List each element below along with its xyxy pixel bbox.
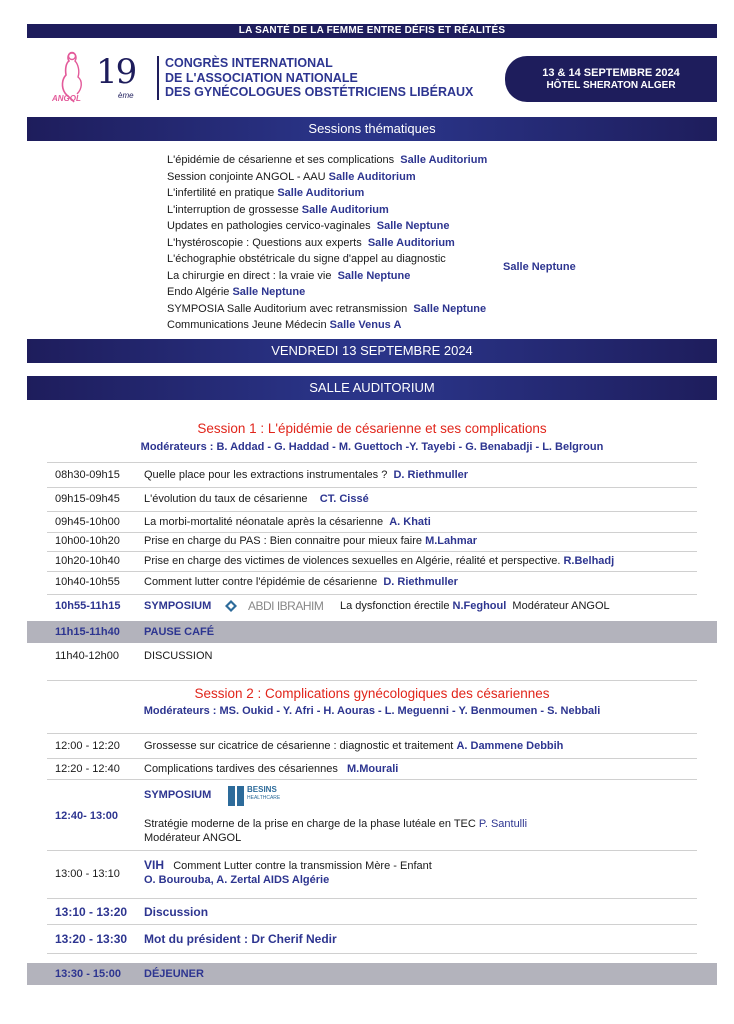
program-row bbox=[47, 463, 697, 488]
theme-room: Salle Auditorium bbox=[328, 171, 416, 183]
divider bbox=[47, 680, 697, 681]
president-label: Mot du président : Dr Cherif Nedir bbox=[144, 932, 337, 946]
lunch-row bbox=[27, 963, 717, 985]
symposium-speaker: P. Santulli bbox=[478, 818, 528, 830]
row-time: 10h40-10h55 bbox=[55, 576, 120, 588]
theme-text: Updates en pathologies cervico-vaginales bbox=[167, 220, 371, 232]
event-dates: 13 & 14 SEPTEMBRE 2024 bbox=[542, 67, 680, 79]
theme-room: Salle Neptune bbox=[413, 303, 487, 315]
edition-number: 19 bbox=[96, 52, 136, 92]
row-time: 11h15-11h40 bbox=[55, 626, 120, 638]
program-row bbox=[47, 488, 697, 512]
row-title: Prise en charge des victimes de violences sexuelles en Algérie, réalité et perspective. bbox=[144, 555, 561, 567]
row-time: 10h55-11h15 bbox=[55, 600, 121, 612]
date-venue-box bbox=[505, 56, 717, 102]
theme-text: Endo Algérie bbox=[167, 286, 230, 298]
vih-label: VIH bbox=[144, 858, 165, 872]
row-title: Grossesse sur cicatrice de césarienne : diagnostic et traitement bbox=[144, 740, 454, 752]
congress-line-3: DES GYNÉCOLOGUES OBSTÉTRICIENS LIBÉRAUX bbox=[165, 85, 474, 99]
session1-title: Session 1 : L'épidémie de césarienne et ses complications bbox=[197, 421, 547, 436]
symposium-label: SYMPOSIUM bbox=[144, 789, 212, 801]
theme-room: Salle Neptune bbox=[376, 220, 450, 232]
row-title: La morbi-mortalité néonatale après la césarienne bbox=[144, 516, 384, 528]
sponsor-name: BESINS bbox=[247, 785, 277, 794]
theme-text: Communications Jeune Médecin bbox=[167, 319, 327, 331]
theme-item bbox=[167, 187, 364, 199]
event-venue: HÔTEL SHERATON ALGER bbox=[546, 80, 676, 91]
theme-room: Salle Auditorium bbox=[400, 154, 488, 166]
congress-line-2: DE L'ASSOCIATION NATIONALE bbox=[165, 70, 358, 85]
sponsor-mark-line bbox=[235, 786, 237, 806]
themes-heading: Sessions thématiques bbox=[27, 117, 717, 141]
row-time: 13:30 - 15:00 bbox=[55, 968, 122, 980]
room-heading: SALLE AUDITORIUM bbox=[27, 376, 717, 400]
vih-speakers: O. Bourouba, A. Zertal AIDS Algérie bbox=[144, 874, 330, 886]
theme-text: La chirurgie en direct : la vraie vie bbox=[167, 270, 332, 282]
session2-title: Session 2 : Complications gynécologiques des césariennes bbox=[194, 686, 550, 701]
theme-room: Salle Venus A bbox=[329, 319, 402, 331]
theme-text: L'interruption de grossesse bbox=[167, 204, 299, 216]
pause-label: PAUSE CAFÉ bbox=[144, 626, 215, 638]
theme-item bbox=[167, 154, 487, 166]
sponsor-logo bbox=[228, 785, 284, 807]
row-time: 12:40- 13:00 bbox=[55, 810, 118, 822]
discussion-label: DISCUSSION bbox=[144, 650, 213, 662]
row-speaker: D. Riethmuller bbox=[393, 469, 469, 481]
row-speaker: D. Riethmuller bbox=[383, 576, 458, 588]
congress-line-1: CONGRÈS INTERNATIONAL bbox=[165, 56, 333, 70]
theme-item bbox=[167, 220, 450, 232]
row-time: 12:20 - 12:40 bbox=[55, 763, 120, 775]
discussion-label: Discussion bbox=[144, 905, 209, 919]
symposium-label: SYMPOSIUM bbox=[144, 600, 212, 612]
program-row bbox=[47, 512, 697, 533]
discussion-row bbox=[47, 648, 697, 666]
tagline-band: LA SANTÉ DE LA FEMME ENTRE DÉFIS ET RÉALITÉS bbox=[27, 24, 717, 38]
theme-text: L'épidémie de césarienne et ses complications bbox=[167, 154, 395, 166]
row-time: 12:00 - 12:20 bbox=[55, 740, 120, 752]
symposium-talk: La dysfonction érectile bbox=[340, 600, 450, 612]
theme-room: Salle Auditorium bbox=[277, 187, 365, 199]
row-title: Complications tardives des césariennes bbox=[144, 763, 338, 775]
theme-room: Salle Neptune bbox=[503, 261, 576, 273]
congress-title bbox=[165, 56, 473, 100]
theme-text: L'infertilité en pratique bbox=[167, 187, 275, 199]
row-time: 13:10 - 13:20 bbox=[55, 905, 128, 919]
program-row bbox=[47, 734, 697, 759]
sponsor-name: ABDI IBRAHIM bbox=[248, 599, 324, 613]
symposium-talk: Stratégie moderne de la prise en charge de la phase lutéale en TEC bbox=[144, 818, 476, 830]
row-speaker: M.Mourali bbox=[347, 763, 399, 775]
program-row bbox=[47, 533, 697, 552]
symposium-speaker: N.Feghoul bbox=[452, 600, 507, 612]
row-time: 09h15-09h45 bbox=[55, 493, 120, 505]
theme-item bbox=[167, 253, 446, 265]
session1-moderators: Modérateurs : B. Addad - G. Haddad - M. Guettoch -Y. Tayebi - G. Benabadji - L. Belgroun bbox=[140, 441, 604, 453]
row-time: 10h00-10h20 bbox=[55, 535, 120, 547]
row-title: Quelle place pour les extractions instrumentales ? bbox=[144, 469, 388, 481]
symposium-row bbox=[47, 595, 697, 619]
theme-room: Salle Neptune bbox=[337, 270, 411, 282]
session2-moderators: Modérateurs : MS. Oukid - Y. Afri - H. Aouras - L. Meguenni - Y. Benmoumen - S. Nebbali bbox=[143, 705, 601, 717]
sponsor-subname: HEALTHCARE bbox=[247, 795, 281, 801]
vih-title: Comment Lutter contre la transmission Mère - Enfant bbox=[173, 860, 432, 872]
row-speaker: M.Lahmar bbox=[425, 535, 478, 547]
row-speaker: R.Belhadj bbox=[563, 555, 615, 567]
logo-divider bbox=[157, 56, 159, 100]
president-row bbox=[47, 925, 697, 954]
row-speaker: CT. Cissé bbox=[319, 493, 369, 505]
theme-item bbox=[167, 204, 389, 216]
edition-suffix: ème bbox=[118, 91, 134, 100]
row-time: 13:00 - 13:10 bbox=[55, 868, 120, 880]
theme-item bbox=[167, 270, 410, 282]
theme-item bbox=[167, 286, 305, 298]
sponsor-logo-icon bbox=[224, 599, 238, 613]
pause-row bbox=[27, 621, 717, 643]
theme-item bbox=[167, 171, 416, 183]
logo-wordmark: ANGOL bbox=[52, 94, 81, 103]
row-time: 13:20 - 13:30 bbox=[55, 932, 128, 946]
row-speaker: A. Khati bbox=[389, 516, 431, 528]
theme-item bbox=[167, 237, 455, 249]
theme-item bbox=[167, 303, 486, 315]
symposium-moderator: Modérateur ANGOL bbox=[512, 600, 610, 612]
theme-item bbox=[167, 319, 401, 331]
lunch-label: DÉJEUNER bbox=[144, 968, 204, 980]
row-title: Comment lutter contre l'épidémie de césarienne bbox=[144, 576, 378, 588]
theme-text: SYMPOSIA Salle Auditorium avec retransmission bbox=[167, 303, 408, 315]
theme-room: Salle Neptune bbox=[232, 286, 306, 298]
program-row bbox=[47, 572, 697, 595]
theme-text: L'échographie obstétricale du signe d'appel au diagnostic bbox=[167, 253, 446, 265]
theme-text: L'hystéroscopie : Questions aux experts bbox=[167, 237, 362, 249]
row-time: 11h40-12h00 bbox=[55, 650, 120, 662]
symposium-moderator: Modérateur ANGOL bbox=[144, 832, 242, 844]
program-row bbox=[47, 552, 697, 572]
discussion-row bbox=[47, 899, 697, 925]
theme-room: Salle Auditorium bbox=[301, 204, 389, 216]
theme-text: Session conjointe ANGOL - AAU bbox=[167, 171, 326, 183]
row-title: Prise en charge du PAS : Bien connaitre pour mieux faire bbox=[144, 535, 423, 547]
vih-row bbox=[47, 851, 697, 899]
row-title: L'évolution du taux de césarienne bbox=[144, 493, 308, 505]
symposium-row bbox=[47, 780, 697, 851]
day-heading: VENDREDI 13 SEPTEMBRE 2024 bbox=[27, 339, 717, 363]
theme-room: Salle Auditorium bbox=[367, 237, 455, 249]
row-time: 08h30-09h15 bbox=[55, 469, 120, 481]
row-time: 09h45-10h00 bbox=[55, 516, 120, 528]
program-row bbox=[47, 759, 697, 780]
row-time: 10h20-10h40 bbox=[55, 555, 120, 567]
row-speaker: A. Dammene Debbih bbox=[456, 740, 564, 752]
